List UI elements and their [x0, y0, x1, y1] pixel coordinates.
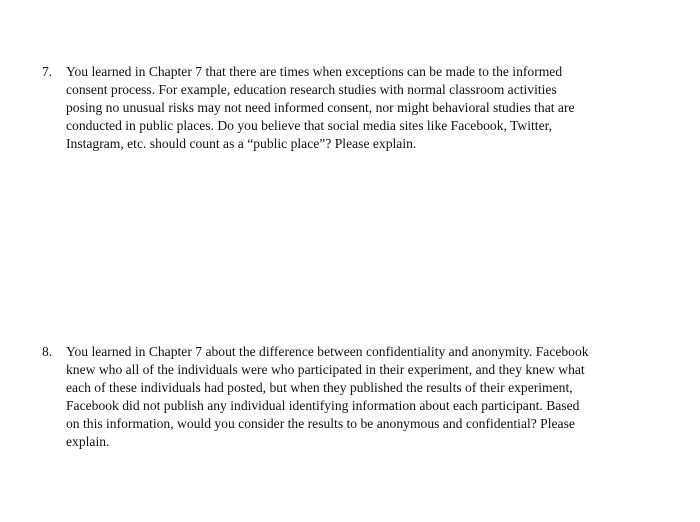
question-line: Facebook did not publish any individual identifying information about each participant. Based [66, 398, 580, 413]
question-8 [42, 343, 682, 451]
question-line: You learned in Chapter 7 about the difference between confidentiality and anonymity. Facebook [66, 344, 589, 359]
question-line: each of these individuals had posted, but when they published the results of their experiment, [66, 380, 573, 395]
question-text [66, 63, 678, 153]
question-line: explain. [66, 434, 110, 449]
question-line: posing no unusual risks may not need informed consent, nor might behavioral studies that are [66, 100, 575, 115]
question-number: 8. [42, 344, 53, 359]
question-line: Instagram, etc. should count as a “public place”? Please explain. [66, 136, 417, 151]
question-line: consent process. For example, education research studies with normal classroom activities [66, 82, 557, 97]
question-number: 7. [42, 64, 53, 79]
question-line: You learned in Chapter 7 that there are times when exceptions can be made to the informed [66, 64, 563, 79]
question-line: on this information, would you consider the results to be anonymous and confidential? Please [66, 416, 575, 431]
question-line: knew who all of the individuals were who participated in their experiment, and they knew what [66, 362, 585, 377]
question-text [66, 343, 678, 451]
question-line: conducted in public places. Do you believe that social media sites like Facebook, Twitter, [66, 118, 552, 133]
question-7 [42, 63, 682, 153]
